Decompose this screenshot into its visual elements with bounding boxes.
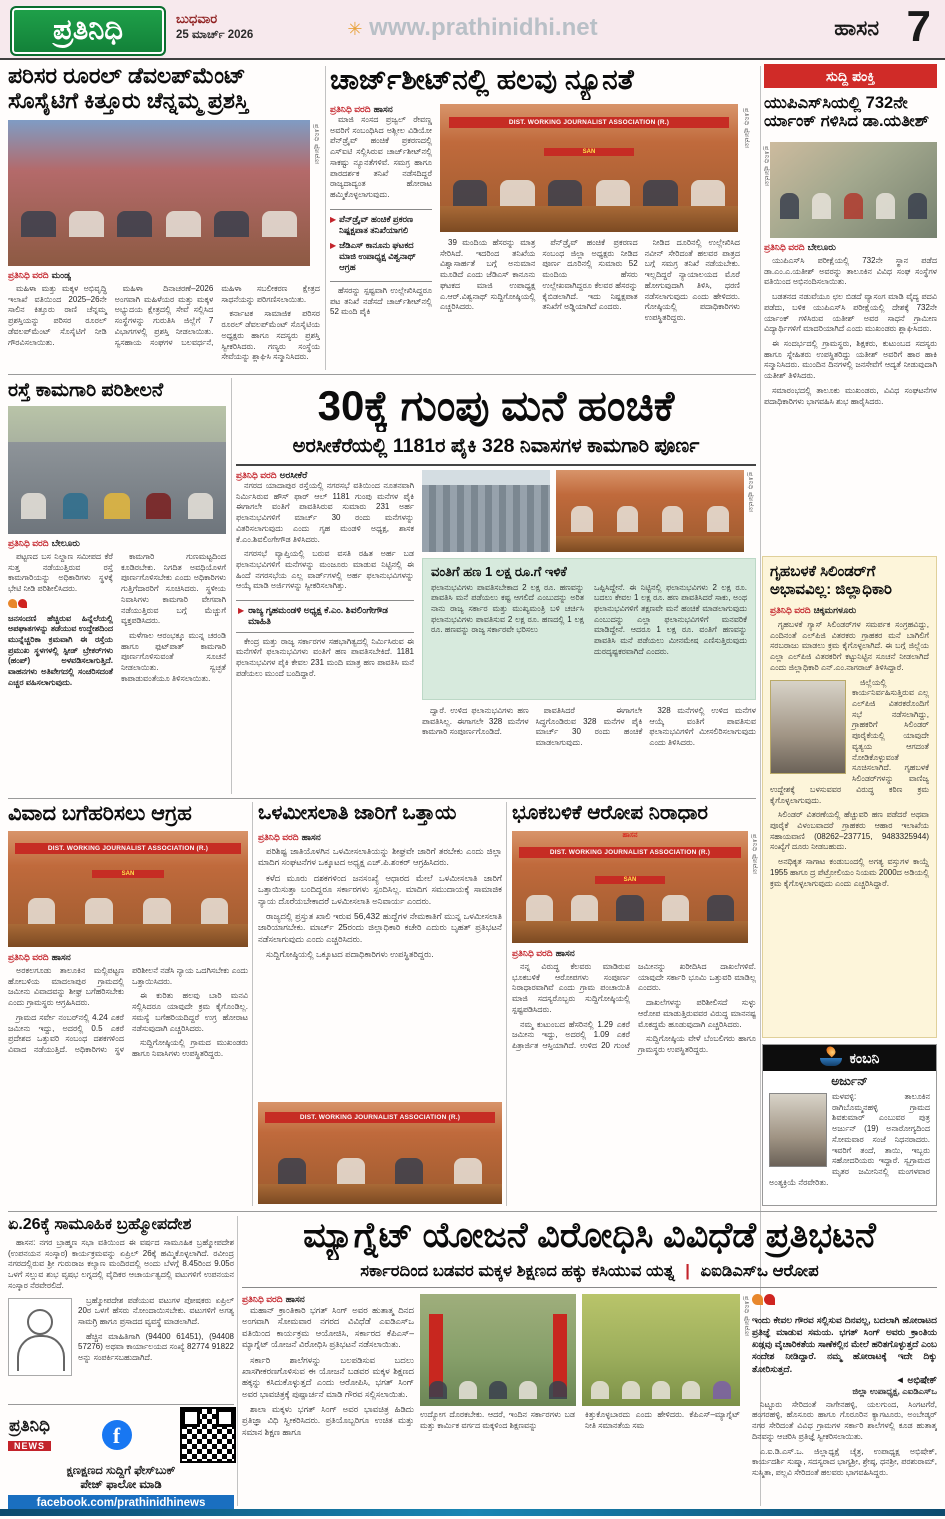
protest-photo [420, 1294, 576, 1406]
article-body: ಹೆಸರನ್ನು ಸ್ಪಷ್ಟವಾಗಿ ಉಲ್ಲೇಖಿಸಿದ್ದರೂ ಪಟ ತನಿಖೆ ನಡೆಸದೆ ಚಾರ್ಜ್‌ಶೀಟ್‌ನಲ್ಲಿ 52 ಮಂದಿ ಪೈಕಿ [330, 285, 432, 317]
building-photo [422, 470, 550, 552]
quote-icon [18, 599, 27, 608]
article-upanayana [8, 1216, 234, 1508]
facebook-promo-box [8, 1404, 234, 1508]
article-body: ಹಾಸನ: ನಗರ ಬ್ರಾಹ್ಮಣ ಸಭಾ ವತಿಯಿಂದ ಈ ವರ್ಷದ ಸಾಮೂಹಿಕ ಬ್ರಹ್ಮೋಪದೇಶ (ಉಪನಯನ ಸಂಸ್ಕಾರ) ಕಾರ್ಯಕ್ರಮವನ್ನು ಏಪ್ರಿಲ್ 26ಕ್ಕೆ ಹಮ್ಮಿಕೊಳ್ಳಲಾಗಿದೆ. ರವೀಂದ್ರ ನಗರದಲ್ಲಿರುವ ಶ್ರೀ ಗುರುರಾಜ ಕಲ್ಯಾಣ ಮಂದಿರದಲ್ಲಿ ಅಂದು ಬೆಳಗ್ಗೆ 8.45ರಿಂದ 9.05ರ ಒಳಗೆ ಸಲ್ಲುವ ಶುಭ ವೃಷಭ ಲಗ್ನದಲ್ಲಿ ವೈದಿಕರ ಆಚಾರ್ಯತ್ವದಲ್ಲಿ ವಟುಗಳಿಗೆ ಉಪನಯನ ಸಂಸ್ಕಾರ ನೆರವೇರಲಿದೆ. ಬ್ರಹ್ಮೋಪದೇಶ ಪಡೆಯುವ ವಟುಗಳ ಪೋಷಕರು ಏಪ್ರಿಲ್ 20ರ ಒಳಗೆ ಹೆಸರು ನೋಂದಾಯಿಸಬೇಕು. ವಟುಗಳಿಗೆ ಅಗತ್ಯ ಸಾಮಗ್ರಿ ಹಾಗೂ ಪ್ರಸಾದದ ವ್ಯವಸ್ಥೆ ಮಾಡಲಾಗಿದೆ. ಹೆಚ್ಚಿನ ಮಾಹಿತಿಗಾಗಿ (94400 61451), (94408 57276) ಅಥವಾ ಕಾರ್ಯಾಲಯದ ಸಂಖ್ಯೆ 82774 91822 ಅನ್ನು ಸಂಪರ್ಕಿಸಬಹುದಾಗಿದೆ. [8, 1238, 234, 1398]
highlight-box-col: ಒಪ್ಪಿಸಿದ್ದೇನೆ. ಈ ನಿಟ್ಟಿನಲ್ಲಿ ಫಲಾನುಭವಿಗಳು 2 ಲಕ್ಷ ರೂ. ಬದಲು ಕೇವಲ 1 ಲಕ್ಷ ರೂ. ಹಣ ಪಾವತಿಸಿದರೆ ಸಾಕು, ಅಂಥ ಫಲಾನುಭವಿಗಳಿಗೆ ತಕ್ಷಣವೇ ಮನೆ ಹಂಚಿಕೆ ಮಾಡಲಾಗುವುದು ಎಂಬುದನ್ನು ಎಲ್ಲಾ ಫಲಾನುಭವಿಗಳಿಗೆ ಮನವರಿಕೆ ಮಾಡಿದ್ದೇನೆ. ಆದರೂ 1 ಲಕ್ಷ ರೂ. ವಂತಿಗೆ ಹಣವನ್ನು ಪಾವತಿಸಿ ಮನೆ ಪಡೆಯಲು ಮೀನಮೇಷ ಎಣಿಸುತ್ತಿರುವುದು ದುರದೃಷ್ಟಕರವಾಗಿದೆ ಎಂದರು. [594, 582, 747, 656]
subheadline: ಅರಸೀಕೆರೆಯಲ್ಲಿ 1181ರ ಪೈಕಿ 328 ನಿವಾಸಗಳ ಕಾಮಗಾರಿ ಪೂರ್ಣ [292, 436, 700, 457]
road-photo [8, 406, 226, 534]
press-photo [440, 104, 738, 232]
facebook-icon: f [102, 1420, 132, 1450]
press-banner-sub: SAN [544, 148, 633, 156]
bullet-icon: ▶ [238, 606, 245, 616]
obituary-title: ಕಂಬನಿ [849, 1049, 880, 1066]
main-headline: ಮ್ಯಾಗ್ನೆಟ್ ಯೋಜನೆ ವಿರೋಧಿಸಿ ವಿವಿಧೆಡೆ ಪ್ರತಿಭಟನೆ [303, 1216, 876, 1255]
article-body: ನಿಟ್ಟೂರು ಸೇರಿದಂತೆ ನಾಗೇನಹಳ್ಳಿ, ಯಲಗುಂದ, ಸಿಂಗಟಗೆರೆ, ಹಂಗರಹಳ್ಳಿ, ಹೊಸೂರು ಹಾಗೂ ಗೊರೂರಿನ ಕ್ಯಾಗಟೂರು, ಅಂಬೇಡ್ಕರ್ ನಗರ ಸೇರಿದಂತೆ ವಿವಿಧ ಗ್ರಾಮಗಳ ಸರ್ಕಾರಿ ಶಾಲೆಗಳಲ್ಲಿ ಕೂಡ ಹುತಾತ್ಮ ದಿನವನ್ನು ಆಚರಿಸಿ ಪ್ರತಿಜ್ಞೆ ಸ್ವೀಕರಿಸಲಾಯಿತು. ಎ.ಐ.ಡಿ.ಎಸ್.ಒ. ಜಿಲ್ಲಾಧ್ಯಕ್ಷೆ ಚೈತ್ರ, ಉಪಾಧ್ಯಕ್ಷ ಅಭಿಷೇಕ್, ಕಾರ್ಯದರ್ಶಿ ಸುಷ್ಮಾ, ಸದಸ್ಯರಾದ ಭಾಗ್ಯಶ್ರೀ, ಶ್ರೇಷ್ಠ, ಧನಶ್ರೀ, ಪರಶುರಾಮ್, ಸುಸ್ಮಿತಾ, ಪಲ್ಲವಿ ಸೇರಿದಂತೆ ಹಲವರು ಭಾಗವಹಿಸಿದ್ದರು. [752, 1399, 937, 1478]
website-url: www.prathinidhi.net [369, 14, 598, 41]
facebook-slogan: ಕ್ಷಣಕ್ಷಣದ ಸುದ್ದಿಗೆ ಫೇಸ್‌ಬುಕ್ ಪೇಜ್ ಫಾಲೋ ಮಾಡಿ [66, 1465, 176, 1492]
byline: ಪ್ರತಿನಿಧಿ ವರದಿ ಅರಸೀಕೆರೆ [236, 470, 308, 480]
official-portrait [770, 680, 846, 774]
quote-attribution: ◄ ಅಭಿಷೇಕ್ [895, 1374, 937, 1386]
byline: ಪ್ರತಿನಿಧಿ ವರದಿ ಬೇಲೂರು [8, 538, 80, 548]
byline: ಪ್ರತಿನಿಧಿ ವರದಿ ಹಾಸನ [512, 948, 575, 958]
masthead-day: ಬುಧವಾರ [176, 11, 218, 26]
pull-quote: ಇಂದು ಕೇವಲ ಗೌರವ ಸಲ್ಲಿಸುವ ದಿನವಲ್ಲ, ಬದಲಾಗಿ ಹೋರಾಟದ ಪ್ರತಿಜ್ಞೆ ಮಾಡುವ ಸಮಯ. ಭಗತ್ ಸಿಂಗ್ ಅವರು ಕ್ರಾಂತಿಯ ಖಡ್ಗವು ವೈಚಾರಿಕತೆಯ ಸಾಣೆಕಲ್ಲಿನ ಮೇಲೆ ಹರಿತಗೊಳ್ಳುತ್ತದೆ ಎಂಬ ಸಂದೇಶ ನೀಡಿದ್ದಾರೆ. ನಮ್ಮ ಹೋರಾಟಕ್ಕೆ ಇದೇ ದಿಕ್ಕು ತೋರಿಸುತ್ತದೆ. [752, 1315, 937, 1374]
edition-name: ಹಾಸನ [834, 17, 879, 40]
column-rule [231, 378, 232, 794]
obituary-body: ಮಳವಳ್ಳಿ: ತಾಲೂಕಿನ ರಾಗಿಬೊಮ್ಮನಹಳ್ಳಿ ಗ್ರಾಮದ ಶಿವಕುಮಾರ್ ಎಂಬುವರ ಪುತ್ರ ಅರ್ಜುನ್ (19) ಅನಾರೋಗ್ಯದಿಂದ ಸೋಮವಾರ ಸಂಜೆ ನಿಧನರಾದರು. ಇವರಿಗೆ ತಂದೆ, ತಾಯಿ, ಇಬ್ಬರು ಸಹೋದರಿಯರು ಇದ್ದಾರೆ. ಸ್ವಗ್ರಾಮದ ಮೃತರ ಜಮೀನಿನಲ್ಲಿ ಮಂಗಳವಾರ ಅಂತ್ಯಕ್ರಿಯೆ ನೆರವೇರಿತು. [769, 1092, 930, 1187]
photo-credit: ಪ್ರತಿನಿಧಿ ಫೋಟೋ [751, 834, 758, 875]
section-rule [8, 374, 756, 375]
prathinidhi-news-logo: ಪ್ರತಿನಿಧಿ [8, 1416, 51, 1435]
headline: ರಸ್ತೆ ಕಾಮಗಾರಿ ಪರಿಶೀಲನೆ [8, 380, 164, 401]
highlight-box-col: ಫಲಾನುಭವಿಗಳು ಪಾವತಿಸಬೇಕಾದ 2 ಲಕ್ಷ ರೂ. ಹಣವನ್ನು ಪಾವತಿಸಿ ಮನೆ ಪಡೆಯಲು ಕಷ್ಟ ಆಗಲಿದೆ ಎಂಬುದನ್ನು ಅರಿತ ನಾನು ರಾಜ್ಯ ಸರ್ಕಾರ ಮತ್ತು ಮುಖ್ಯಮಂತ್ರಿ ಬಳಿ ಚರ್ಚಿಸಿ ಫಲಾನುಭವಿಗಳು ಪಾವತಿಸುವ 2 ಲಕ್ಷ ರೂ. ಹಣದಲ್ಲಿ 1 ಲಕ್ಷ ರೂ. ಹಣವನ್ನು ರಾಜ್ಯ ಸರ್ಕಾರವೇ ಭರಿಸಲು [431, 582, 584, 635]
headline: ಏ.26ಕ್ಕೆ ಸಾಮೂಹಿಕ ಬ್ರಹ್ಮೋಪದೇಶ [8, 1216, 192, 1233]
highlight-bullets: ▶ ಪೆನ್‌ಡ್ರೈವ್ ಹಂಚಿಕೆ ಪ್ರಕರಣ ನಿಷ್ಪಕ್ಷಪಾತ ತನಿಖೆಯಾಗಲಿ ▶ ಜೆಡಿಎಸ್ ಕಾನೂನು ಘಟಕದ ಮಾಜಿ ಉಪಾಧ್ಯಕ್ಷ ವಿಶ್ವನಾಥ್ ಆಗ್ರಹ [330, 209, 432, 282]
byline: ಪ್ರತಿನಿಧಿ ವರದಿ ಹಾಸನ [258, 832, 321, 842]
press-banner: DIST. WORKING JOURNALIST ASSOCIATION (R.) [265, 1112, 494, 1123]
byline: ಪ್ರತಿನಿಧಿ ವರದಿ ಮಂಡ್ಯ [8, 270, 72, 280]
star-icon: ✳ [347, 19, 363, 39]
subhead-separator: | [685, 1262, 690, 1280]
headline: ಭೂಕಬಳಿಕೆ ಆರೋಪ ನಿರಾಧಾರ [512, 802, 709, 824]
article-award [8, 64, 320, 372]
press-city: ಹಾಸನ [622, 832, 638, 840]
article-dispute [8, 802, 248, 1206]
article-body: ಅರಕಲಗೂಡು ತಾಲೂಕಿನ ಮಲ್ಲಿಪಟ್ಟಣ ಹೋಬಳಿಯ ಮಾದಲಾಪುರ ಗ್ರಾಮದಲ್ಲಿ ಜಮೀನು ವಿವಾದವನ್ನು ಶೀಘ್ರ ಬಗೆಹರಿಸಬೇಕು ಎಂದು ಗ್ರಾಮಸ್ಥರು ಆಗ್ರಹಿಸಿದರು. ಗ್ರಾಮದ ಸರ್ವೇ ನಂಬರ್‌ನಲ್ಲಿ 4.24 ಎಕರೆ ಜಮೀನು ಇದ್ದು, ಅದರಲ್ಲಿ 0.5 ಎಕರೆ ಪ್ರದೇಶದ ಒತ್ತುವರಿ ಸಂಬಂಧ ದಶಕಗಳಿಂದ ವಿವಾದ ನಡೆಯುತ್ತಿದೆ. ಅಧಿಕಾರಿಗಳು ಸ್ಥಳ ಪರಿಶೀಲನೆ ನಡೆಸಿ ನ್ಯಾಯ ಒದಗಿಸಬೇಕು ಎಂದು ಒತ್ತಾಯಿಸಿದರು. ಈ ಕುರಿತು ಹಲವು ಬಾರಿ ಮನವಿ ಸಲ್ಲಿಸಿದರೂ ಯಾವುದೇ ಕ್ರಮ ಕೈಗೊಂಡಿಲ್ಲ. ಸಮಸ್ಯೆ ಬಗೆಹರಿಯದಿದ್ದರೆ ಉಗ್ರ ಹೋರಾಟ ನಡೆಸುವುದಾಗಿ ಎಚ್ಚರಿಸಿದರು. ಸುದ್ದಿಗೋಷ್ಠಿಯಲ್ಲಿ ಗ್ರಾಮದ ಮುಖಂಡರು ಹಾಗೂ ನಿವಾಸಿಗಳು ಉಪಸ್ಥಿತರಿದ್ದರು. [8, 966, 248, 1059]
article-body-columns: ದ್ವಾರೆ. ಉಳಿದ ಫಲಾನುಭವಿಗಳು ಹಣ ಪಾವತಿಸಿಲ್ಲ. ಈಗಾಗಲೇ 328 ಮನೆಗಳ ಕಾಮಗಾರಿ ಸಂಪೂರ್ಣಗೊಂಡಿದೆ. ಪಾವತಿಸಿದರೆ ಈಗಾಗಲೇ ಸಿದ್ಧಗೊಂಡಿರುವ 328 ಮನೆಗಳ ಪೈಕಿ ಮಾರ್ಚ್ 30 ರಂದು ಹಂಚಿಕೆ ಮಾಡಲಾಗುವುದು. 328 ಮನೆಗಳಲ್ಲಿ ಉಳಿದ ಮನೆಗಳ ಆಯ್ಕೆ ವಂತಿಗೆ ಪಾವತಿಸುವ ಫಲಾನುಭವಿಗಳಿಗೆ ಮೀಸಲಿರಿಸಲಾಗುವುದು ಎಂದು ತಿಳಿಸಿದರು. [422, 706, 756, 748]
photo-credit: ಪ್ರತಿನಿಧಿ ಫೋಟೋ [747, 472, 754, 513]
article-body: ಯುಪಿಎಸ್‌ಸಿ ಪರೀಕ್ಷೆಯಲ್ಲಿ 732ನೇ ಸ್ಥಾನ ಪಡೆದ ಡಾ.ಎಂ.ಎ.ಯತೀಶ್ ಅವರನ್ನು ತಾಲೂಕಿನ ವಿವಿಧ ಸಂಘ ಸಂಸ್ಥೆಗಳ ವತಿಯಿಂದ ಅಭಿನಂದಿಸಲಾಯಿತು. ಬಡತನದ ನಡುವೆಯೂ ಛಲ ಬಿಡದೆ ವ್ಯಾಸಂಗ ಮಾಡಿ ವೈದ್ಯ ಪದವಿ ಪಡೆದು, ಬಳಿಕ ಯುಪಿಎಸ್‌ಸಿ ಪರೀಕ್ಷೆಯಲ್ಲಿ ದೇಶಕ್ಕೆ 732ನೇ ರ್ಯಾಂಕ್ ಗಳಿಸಿರುವ ಯತೀಶ್ ಅವರ ಸಾಧನೆ ಗ್ರಾಮೀಣ ವಿದ್ಯಾರ್ಥಿಗಳಿಗೆ ಮಾದರಿಯಾಗಿದೆ ಎಂದು ಮುಖಂಡರು ಶ್ಲಾಘಿಸಿದರು. ಈ ಸಂದರ್ಭದಲ್ಲಿ ಗ್ರಾಮಸ್ಥರು, ಶಿಕ್ಷಕರು, ಕುಟುಂಬದ ಸದಸ್ಯರು ಹಾಗೂ ಸ್ನೇಹಿತರು ಉಪಸ್ಥಿತರಿದ್ದು ಯತೀಶ್ ಅವರಿಗೆ ಹಾರ ಹಾಕಿ ಸನ್ಮಾನಿಸಿದರು. ಮುಂದಿನ ದಿನಗಳಲ್ಲಿ ಜನಸೇವೆಗೆ ಆದ್ಯತೆ ನೀಡುವುದಾಗಿ ಯತೀಶ್ ತಿಳಿಸಿದರು. ಸಮಾರಂಭದಲ್ಲಿ ತಾಲೂಕು ಮುಖಂಡರು, ವಿವಿಧ ಸಂಘಟನೆಗಳ ಪದಾಧಿಕಾರಿಗಳು ಭಾಗವಹಿಸಿ ಶುಭ ಹಾರೈಸಿದರು. [764, 256, 937, 406]
article-body: ನನ್ನ ವಿರುದ್ಧ ಕೆಲವರು ಮಾಡಿರುವ ಭೂಕಬಳಿಕೆ ಆರೋಪಗಳು ಸಂಪೂರ್ಣ ನಿರಾಧಾರವಾಗಿವೆ ಎಂದು ಗ್ರಾಮ ಪಂಚಾಯಿತಿ ಮಾಜಿ ಸದಸ್ಯರೊಬ್ಬರು ಸುದ್ದಿಗೋಷ್ಠಿಯಲ್ಲಿ ಸ್ಪಷ್ಟಪಡಿಸಿದರು. ನಮ್ಮ ಕುಟುಂಬದ ಹೆಸರಿನಲ್ಲಿ 1.29 ಎಕರೆ ಜಮೀನು ಇದ್ದು, ಅದರಲ್ಲಿ 1.09 ಎಕರೆ ಪಿತ್ರಾರ್ಜಿತ ಆಸ್ತಿಯಾಗಿದೆ. ಉಳಿದ 20 ಗುಂಟೆ ಜಮೀನನ್ನು ಖರೀದಿಸಿದ ದಾಖಲೆಗಳಿವೆ. ಯಾವುದೇ ಸರ್ಕಾರಿ ಭೂಮಿ ಒತ್ತುವರಿ ಮಾಡಿಲ್ಲ ಎಂದರು. ದಾಖಲೆಗಳನ್ನು ಪರಿಶೀಲಿಸದೆ ಸುಳ್ಳು ಆರೋಪ ಮಾಡುತ್ತಿರುವವರ ವಿರುದ್ಧ ಮಾನನಷ್ಟ ಮೊಕದ್ದಮೆ ಹೂಡುವುದಾಗಿ ಎಚ್ಚರಿಸಿದರು. ಸುದ್ದಿಗೋಷ್ಠಿಯ ವೇಳೆ ಬೆಂಬಲಿಗರು ಹಾಗೂ ಗ್ರಾಮಸ್ಥರು ಉಪಸ್ಥಿತರಿದ್ದರು. [512, 962, 756, 1055]
article-quota [258, 802, 502, 1206]
article-upsc [764, 94, 937, 554]
column-rule [506, 802, 507, 1206]
article-body: ಪಟ್ಟಣದ ಬಸ ನಿಲ್ದಾಣ ಸಮೀಪದ ಕೆರೆ ಸುತ್ತ ನಡೆಯುತ್ತಿರುವ ರಸ್ತೆ ಕಾಮಗಾರಿಯನ್ನು ಅಧಿಕಾರಿಗಳು ಸ್ಥಳಕ್ಕೆ ಭೇಟಿ ನೀಡಿ ಪರಿಶೀಲಿಸಿದರು. ಜನಸಂದಣಿ ಹೆಚ್ಚಿರುವ ಹಿನ್ನೆಲೆಯಲ್ಲಿ ಅಪಘಾತಗಳನ್ನು ತಡೆಯುವ ಉದ್ದೇಶದಿಂದ ಮುನ್ನೆಚ್ಚರಿಕಾ ಕ್ರಮವಾಗಿ ಈ ರಸ್ತೆಯ ಪ್ರಮುಖ ಸ್ಥಳಗಳಲ್ಲಿ ಸ್ಪೀಡ್ ಬ್ರೇಕರ್‌ಗಳು (ಹಂಪ್) ಅಳವಡಿಸಲಾಗುತ್ತಿದೆ. ವಾಹನಗಳು ಅತಿವೇಗದಲ್ಲಿ ಸಂಚರಿಸದಂತೆ ಎಚ್ಚರ ವಹಿಸಲಾಗುವುದು. ಕಾಮಗಾರಿ ಗುಣಮಟ್ಟದಿಂದ ಕೂಡಿರಬೇಕು. ನಿಗದಿತ ಅವಧಿಯೊಳಗೆ ಪೂರ್ಣಗೊಳಿಸಬೇಕು ಎಂದು ಅಧಿಕಾರಿಗಳು ಗುತ್ತಿಗೆದಾರರಿಗೆ ಸೂಚಿಸಿದರು. ಸ್ಥಳೀಯ ನಿವಾಸಿಗಳು ಕಾಮಗಾರಿ ವೇಗವಾಗಿ ನಡೆಯುತ್ತಿರುವ ಬಗ್ಗೆ ಮೆಚ್ಚುಗೆ ವ್ಯಕ್ತಪಡಿಸಿದರು. ಮಳೆಗಾಲ ಆರಂಭಕ್ಕೂ ಮುನ್ನ ಚರಂಡಿ ಹಾಗೂ ಫುಟ್‌ಪಾತ್ ಕಾಮಗಾರಿ ಪೂರ್ಣಗೊಳಿಸುವಂತೆ ಸೂಚನೆ ನೀಡಲಾಯಿತು. ಸ್ವಚ್ಛತೆ ಕಾಪಾಡುವಂತೆಯೂ ತಿಳಿಸಲಾಯಿತು. [8, 552, 226, 687]
press-banner: DIST. WORKING JOURNALIST ASSOCIATION (R.) [449, 117, 729, 128]
article-landgrab [512, 802, 756, 1206]
byline: ಪ್ರತಿನಿಧಿ ವರದಿ ಹಾಸನ [242, 1294, 305, 1304]
headline: ಚಾರ್ಜ್‌ಶೀಟ್‌ನಲ್ಲಿ ಹಲವು ನ್ಯೂನತೆ [330, 64, 634, 95]
ritual-illustration [8, 1298, 72, 1376]
article-body: ಕೇಂದ್ರ ಮತ್ತು ರಾಜ್ಯ ಸರ್ಕಾರಗಳ ಸಹಭಾಗಿತ್ವದಲ್ಲಿ ನಿರ್ಮಿಸಿರುವ ಈ ಮನೆಗಳಿಗೆ ಫಲಾನುಭವಿಗಳು ವಂತಿಗೆ ಹಣ ಪಾವತಿಸಬೇಕಿದೆ. 1181 ಫಲಾನುಭವಿಗಳ ಪೈಕಿ ಕೇವಲ 231 ಮಂದಿ ಮಾತ್ರ ಹಣ ಪಾವತಿಸಿ ಮನೆ ಪಡೆಯಲು ಮುಂದೆ ಬಂದಿದ್ದಾರೆ. [236, 636, 414, 678]
headline: ವಿವಾದ ಬಗೆಹರಿಸಲು ಆಗ್ರಹ [8, 802, 192, 825]
pull-quote: ▶ ರಾಜ್ಯ ಗೃಹಮಂಡಳಿ ಅಧ್ಯಕ್ಷ ಕೆ.ಎಂ. ಶಿವಲಿಂಗೇಗೌಡ ಮಾಹಿತಿ [236, 600, 414, 633]
article-body: ಮಹಾನ್ ಕ್ರಾಂತಿಕಾರಿ ಭಗತ್ ಸಿಂಗ್ ಅವರ ಹುತಾತ್ಮ ದಿನದ ಅಂಗವಾಗಿ ಸೋಮವಾರ ನಗರದ ವಿವಿಧೆಡೆ ಎಐಡಿಎಸ್‌ಒ ವತಿಯಿಂದ ಕಾರ್ಯಕ್ರಮ ಆಯೋಜಿಸಿ, ಸರ್ಕಾರದ ಕೆಪಿಎಸ್–ಮ್ಯಾಗ್ನೆಟ್ ಯೋಜನೆ ವಿರೋಧಿಸಿ ಪ್ರತಿಭಟನೆ ನಡೆಸಲಾಯಿತು. ಸರ್ಕಾರಿ ಶಾಲೆಗಳನ್ನು ಬಲಪಡಿಸುವ ಬದಲು ಖಾಸಗೀಕರಣಗೊಳಿಸುವ ಈ ಯೋಜನೆ ಬಡವರ ಮಕ್ಕಳ ಶಿಕ್ಷಣದ ಹಕ್ಕನ್ನು ಕಸಿದುಕೊಳ್ಳುತ್ತದೆ ಎಂದು ಆರೋಪಿಸಿ, ಭಗತ್ ಸಿಂಗ್ ಅವರ ಭಾವಚಿತ್ರಕ್ಕೆ ಪುಷ್ಪಾರ್ಚನೆ ಮಾಡಿ ಗೌರವ ಸಲ್ಲಿಸಲಾಯಿತು. ಶಾಲಾ ಮಕ್ಕಳು ಭಗತ್ ಸಿಂಗ್ ಅವರ ಭಾವಚಿತ್ರ ಹಿಡಿದು ಪ್ರತಿಜ್ಞಾ ವಿಧಿ ಸ್ವೀಕರಿಸಿದರು. ಪ್ರತಿಯೊಬ್ಬರಿಗೂ ಉಚಿತ ಮತ್ತು ಸಮಾನ ಶಿಕ್ಷಣ ಹಾಗೂ [242, 1305, 414, 1437]
section-rule [8, 798, 756, 799]
headline: ಯುಪಿಎಸ್‌ಸಿಯಲ್ಲಿ 732ನೇ ರ್ಯಾಂಕ್ ಗಳಿಸಿದ ಡಾ.ಯತೀಶ್ [764, 94, 930, 131]
footer-bar [0, 1509, 945, 1516]
photo-credit: ಪ್ರತಿನಿಧಿ ಫೋಟೋ [313, 124, 320, 165]
byline: ಪ್ರತಿನಿಧಿ ವರದಿ ಚಿಕ್ಕಮಗಳೂರು [770, 605, 857, 615]
article-body-columns: 39 ಮಂದಿಯ ಹೆಸರನ್ನು ಮಾತ್ರ ಸೇರಿಸಿದೆ. ಇದರಿಂದ ತನಿಖೆಯ ವಿಶ್ವಾಸಾರ್ಹತೆ ಬಗ್ಗೆ ಅನುಮಾನ ಮೂಡಿದೆ ಎಂದು ಜೆಡಿಎಸ್ ಕಾನೂನು ಘಟಕದ ಮಾಜಿ ಉಪಾಧ್ಯಕ್ಷ ಎ.ಆರ್.ವಿಶ್ವನಾಥ್ ಸುದ್ದಿಗೋಷ್ಠಿಯಲ್ಲಿ ಎಚ್ಚರಿಸಿದರು. ಪೆನ್‌ಡ್ರೈವ್ ಹಂಚಿಕೆ ಪ್ರಕರಣದ ಸಂಬಂಧ ಜಿಲ್ಲಾ ಅಧ್ಯಕ್ಷರು ನೀಡಿದ ಪೂರ್ಣ ದೂರಿನಲ್ಲಿ ಸುಮಾರು 52 ಮಂದಿಯ ಹೆಸರು ಉಲ್ಲೇಖವಾಗಿದ್ದರೂ ಕೆಲವರ ಹೆಸರನ್ನು ಕೈಬಿಡಲಾಗಿದೆ. ಇದು ನಿಷ್ಪಕ್ಷಪಾತ ತನಿಖೆಗೆ ಅಡ್ಡಿಯಾಗಿದೆ ಎಂದರು. ನೀಡಿದ ದೂರಿನಲ್ಲಿ ಉಲ್ಲೇಖಿಸಿದ ನವೀನ್ ಸೇರಿದಂತೆ ಹಲವರ ಪಾತ್ರದ ಬಗ್ಗೆ ಸಮಗ್ರ ತನಿಖೆ ನಡೆಯಬೇಕು. ಇಲ್ಲದಿದ್ದರೆ ನ್ಯಾಯಾಲಯದ ಮೊರೆ ಹೋಗುವುದಾಗಿ ತಿಳಿಸಿ, ಧರಣಿ ನಡೆಸಲಾಗುವುದು ಎಂದು ಹೇಳಿದರು. ಗೋಷ್ಠಿಯಲ್ಲಿ ಪದಾಧಿಕಾರಿಗಳು ಉಪಸ್ಥಿತರಿದ್ದರು. [440, 238, 740, 323]
obituary-box [762, 1044, 937, 1206]
masthead-website[interactable] [0, 14, 945, 42]
column-rule [237, 1216, 238, 1506]
news-column-banner: ಸುದ್ದಿ ಪಂಕ್ತಿ [764, 64, 937, 88]
article-magnet [242, 1216, 937, 1508]
byline: ಪ್ರತಿನಿಧಿ ವರದಿ ಬೇಲೂರು [764, 242, 836, 252]
photo-credit: ಪ್ರತಿನಿಧಿ ಫೋಟೋ [763, 146, 770, 187]
upsc-photo [770, 142, 937, 238]
quote-icon [764, 1294, 775, 1305]
quote-attribution-title: ಜಿಲ್ಲಾ ಉಪಾಧ್ಯಕ್ಷ, ಎಐಡಿಎಸ್‌ಒ [852, 1385, 937, 1396]
photo-credit: ಪ್ರತಿನಿಧಿ ಫೋಟೋ [743, 1296, 750, 1337]
highlight-box [422, 558, 756, 700]
facebook-url[interactable]: facebook.com/prathinidhinews [8, 1495, 234, 1511]
main-headline: 30ಕ್ಕೆ ಗುಂಪು ಮನೆ ಹಂಚಿಕೆ [317, 382, 675, 429]
page-number: 7 [906, 2, 931, 51]
highlight-box-title: ವಂತಿಗೆ ಹಣ 1 ಲಕ್ಷ ರೂ.ಗೆ ಇಳಿಕೆ [431, 564, 567, 579]
article-chargesheet [330, 64, 756, 372]
protest-photo [582, 1294, 740, 1406]
headline: ಗೃಹಬಳಕೆ ಸಿಲಿಂಡರ್‌ಗೆ ಅಭಾವವಿಲ್ಲ: ಜಿಲ್ಲಾಧಿಕಾರಿ [770, 563, 892, 598]
press-photo [512, 831, 748, 943]
award-photo [8, 120, 310, 266]
photo-credit: ಪ್ರತಿನಿಧಿ ಫೋಟೋ [743, 108, 750, 149]
bullet-icon: ▶ [330, 214, 337, 224]
article-body-columns: ಉದ್ಯೋಗ ದೊರಕಬೇಕು. ಆದರೆ, ಇಂದಿನ ಸರ್ಕಾರಗಳು ಬಡ ಮತ್ತು ಕಾರ್ಮಿಕ ವರ್ಗದ ಮಕ್ಕಳಿಂದ ಶಿಕ್ಷಣವನ್ನು ಕಿತ್ತುಕೊಳ್ಳಬಾರದು ಎಂದು ಹೇಳಿದರು. ಕೆಪಿಎಸ್–ಮ್ಯಾಗ್ನೆಟ್ ನೀತಿ ಸಮಾನತೆಯ ಸಮ [420, 1410, 740, 1430]
diya-lamp-icon [820, 1051, 842, 1066]
press-banner-sub: SAN [595, 876, 666, 884]
section-rule [8, 1211, 937, 1212]
headline: ಒಳಮೀಸಲಾತಿ ಜಾರಿಗೆ ಒತ್ತಾಯ [258, 802, 457, 824]
column-rule [252, 802, 253, 1206]
byline: ಪ್ರತಿನಿಧಿ ವರದಿ ಹಾಸನ [8, 952, 71, 962]
byline: ಪ್ರತಿನಿಧಿ ವರದಿ ಹಾಸನ [330, 104, 393, 114]
deceased-photo [769, 1093, 827, 1167]
article-body: ಮಹಿಳಾ ಮತ್ತು ಮಕ್ಕಳ ಅಭಿವೃದ್ಧಿ ಇಲಾಖೆ ವತಿಯಿಂದ 2025–26ನೇ ಸಾಲಿನ ಕಿತ್ತೂರು ರಾಣಿ ಚೆನ್ನಮ್ಮ ಪ್ರಶಸ್ತಿಯನ್ನು ಪರಿಸರ ರೂರಲ್ ಡೆವಲಪ್‌ಮೆಂಟ್ ಸೊಸೈಟಿಗೆ ನೀಡಿ ಗೌರವಿಸಲಾಯಿತು. ಮಹಿಳಾ ದಿನಾಚರಣೆ–2026 ಅಂಗವಾಗಿ ಮಹಿಳೆಯರ ಮತ್ತು ಮಕ್ಕಳ ಅಭ್ಯುದಯ ಕ್ಷೇತ್ರದಲ್ಲಿ ಸೇವೆ ಸಲ್ಲಿಸಿದ ಸಂಸ್ಥೆಗಳನ್ನು ಗುರುತಿಸಿ ಜಿಲ್ಲೆಗೆ 7 ವಿಭಾಗಗಳಲ್ಲಿ ಪ್ರಶಸ್ತಿ ನೀಡಲಾಯಿತು. ಸ್ವಸಹಾಯ ಸಂಘಗಳ ಬಲವರ್ಧನೆ, ಮಹಿಳಾ ಸಬಲೀಕರಣ ಕ್ಷೇತ್ರದ ಸಾಧನೆಯನ್ನು ಪರಿಗಣಿಸಲಾಯಿತು. ಕರ್ನಾಟಕ ಸಾಮಾಜಿಕ ಪರಿಸರ ರೂರಲ್ ಡೆವಲಪ್‌ಮೆಂಟ್ ಸೊಸೈಟಿಯ ಅಧ್ಯಕ್ಷರು ಹಾಗೂ ಸದಸ್ಯರು ಪ್ರಶಸ್ತಿ ಸ್ವೀಕರಿಸಿದರು. ಗಣ್ಯರು ಸಂಸ್ಥೆಯ ಸೇವೆಯನ್ನು ಶ್ಲಾಘಿಸಿ ಸನ್ಮಾನಿಸಿದರು. [8, 284, 320, 362]
meeting-photo [556, 470, 744, 552]
press-banner-sub: SAN [92, 870, 164, 878]
masthead-date: 25 ಮಾರ್ಚ್ 2026 [176, 29, 254, 41]
deceased-name: ಅರ್ಜುನ್ [831, 1074, 868, 1088]
article-cylinder [762, 556, 937, 1038]
press-photo [258, 1102, 502, 1204]
column-rule [325, 66, 326, 370]
headline: ಪರಿಸರ ರೂರಲ್ ಡೆವಲಪ್‌ಮೆಂಟ್ ಸೊಸೈಟಿಗೆ ಕಿತ್ತೂರು ಚೆನ್ನಮ್ಮ ಪ್ರಶಸ್ತಿ [8, 64, 249, 113]
news-badge: NEWS [8, 1441, 51, 1451]
article-body: ನಗರದ ಯಾದಾಪುರ ರಸ್ತೆಯಲ್ಲಿ ನಗರಸಭೆ ವತಿಯಿಂದ ನೂತನವಾಗಿ ನಿರ್ಮಿಸಿರುವ ಹೌಸ್ ಫಾರ್ ಆಲ್ 1181 ಗುಂಪು ಮನೆಗಳ ಪೈಕಿ ಈಗಾಗಲೇ ವಂತಿಗೆ ಪಾವತಿಸಿರುವ ಸುಮಾರು 231 ಅರ್ಹ ಫಲಾನುಭವಿಗಳಿಗೆ ಮಾರ್ಚ್ 30 ರಂದು ಮನೆಗಳನ್ನು ವಿತರಿಸಲಾಗುವುದು ಎಂದು ಗೃಹ ಮಂಡಳಿ ಅಧ್ಯಕ್ಷ, ಶಾಸಕ ಕೆ.ಎಂ.ಶಿವಲಿಂಗೇಗೌಡ ತಿಳಿಸಿದರು. ನಗರಸಭೆ ವ್ಯಾಪ್ತಿಯಲ್ಲಿ ಬರುವ ವಸತಿ ರಹಿತ ಅರ್ಹ ಬಡ ಫಲಾನುಭವಿಗಳಿಗೆ ಮನೆಗಳನ್ನು ಮಂಜೂರು ಮಾಡುವ ನಿಟ್ಟಿನಲ್ಲಿ ಈ ಹಿಂದೆ ನಗರಸಭೆಯ ಎಲ್ಲ ವಾರ್ಡ್‌ಗಳಲ್ಲಿ ಅರ್ಹ ಫಲಾನುಭವಿಗಳನ್ನು ಆಯ್ಕೆ ಮಾಡಿ ಅರ್ಜಿಗಳನ್ನು ಸ್ವೀಕರಿಸಲಾಗಿತ್ತು. [236, 481, 414, 591]
press-banner: DIST. WORKING JOURNALIST ASSOCIATION (R.) [519, 847, 741, 858]
masthead-rule [0, 58, 945, 60]
press-banner: DIST. WORKING JOURNALIST ASSOCIATION (R.) [15, 843, 241, 854]
obituary-header [763, 1045, 936, 1071]
quote-icon [8, 599, 17, 608]
article-body: ಮಾಜಿ ಸಂಸದ ಪ್ರಜ್ವಲ್ ರೇವಣ್ಣ ಅವರಿಗೆ ಸಂಬಂಧಿಸಿದ ಅಶ್ಲೀಲ ವಿಡಿಯೋ ಪೆನ್‌ಡ್ರೈವ್ ಹಂಚಿಕೆ ಪ್ರಕರಣದಲ್ಲಿ ಎಸ್‌ಐಟಿ ಸಲ್ಲಿಸಿರುವ ಚಾರ್ಜ್‌ಶೀಟ್‌ನಲ್ಲಿ ಸಾಕಷ್ಟು ನ್ಯೂನತೆಗಳಿವೆ. ಸಮಗ್ರ ಹಾಗೂ ಪಾರದರ್ಶಕ ತನಿಖೆ ನಡೆಸದಿದ್ದರೆ ರಾಜ್ಯದಾದ್ಯಂತ ಹೋರಾಟ ಹಮ್ಮಿಕೊಳ್ಳಲಾಗುವುದು. [330, 115, 432, 200]
article-body: ಗೃಹಬಳಕೆ ಗ್ಯಾಸ್ ಸಿಲಿಂಡರ್‌ಗಳ ಸಮರ್ಪಕ ಸಂಗ್ರಹವಿದ್ದು, ಎಂದಿನಂತೆ ಎಲ್‌ಪಿಜಿ ವಿತರಕರು ಗ್ರಾಹಕರ ಮನೆ ಬಾಗಿಲಿಗೆ ಸರಬರಾಜು ಮಾಡಲು ಕ್ರಮ ಕೈಗೊಳ್ಳಲಾಗಿದೆ. ಈ ಬಗ್ಗೆ ಜಿಲ್ಲೆಯ ಎಲ್ಲಾ ಎಲ್‌ಪಿಜಿ ವಿತರಕರಿಗೆ ಕಟ್ಟುನಿಟ್ಟಿನ ಸೂಚನೆ ನೀಡಲಾಗಿದೆ ಎಂದು ಜಿಲ್ಲಾಧಿಕಾರಿ ಎನ್.ಎಂ.ನಾಗರಾಜ್ ತಿಳಿಸಿದ್ದಾರೆ. ಜಿಲ್ಲೆಯಲ್ಲಿ ಕಾರ್ಯನಿರ್ವಹಿಸುತ್ತಿರುವ ಎಲ್ಲ ಎಲ್‌ಪಿಜಿ ವಿತರಕರೊಂದಿಗೆ ಸಭೆ ನಡೆಸಲಾಗಿದ್ದು, ಗ್ರಾಹಕರಿಗೆ ಸಿಲಿಂಡರ್ ಪೂರೈಕೆಯಲ್ಲಿ ಯಾವುದೇ ವ್ಯತ್ಯಯ ಆಗದಂತೆ ನೋಡಿಕೊಳ್ಳುವಂತೆ ಸೂಚಿಸಲಾಗಿದೆ. ಗೃಹಬಳಕೆ ಸಿಲಿಂಡರ್‌ಗಳನ್ನು ವಾಣಿಜ್ಯ ಉದ್ದೇಶಕ್ಕೆ ಬಳಸುವವರ ವಿರುದ್ಧ ಕಠಿಣ ಕ್ರಮ ಕೈಗೊಳ್ಳಲಾಗುವುದು. ಸಿಲಿಂಡರ್ ವಿತರಣೆಯಲ್ಲಿ ಹೆಚ್ಚುವರಿ ಹಣ ಪಡೆದರೆ ಅಥವಾ ಪೂರೈಕೆ ವಿಳಂಬವಾದರೆ ಗ್ರಾಹಕರು ಆಹಾರ ಇಲಾಖೆಯ ಸಹಾಯವಾಣಿ (08262–237715, 9483325944) ಸಂಖ್ಯೆಗೆ ದೂರು ನೀಡಬಹುದು. ಅನಧಿಕೃತ ಸಾಗಾಟ ಕಂಡುಬಂದಲ್ಲಿ ಅಗತ್ಯ ವಸ್ತುಗಳ ಕಾಯ್ದೆ 1955 ಹಾಗೂ ದ್ರ ಪೆಟ್ರೋಲಿಯಂ ನಿಯಮ 2000ದ ಅಡಿಯಲ್ಲಿ ಕ್ರಮ ಕೈಗೊಳ್ಳಲಾಗುವುದು ಎಂದು ಎಚ್ಚರಿಸಿದ್ದಾರೆ. [770, 620, 929, 888]
bullet-icon: ▶ [330, 240, 337, 250]
quote-icon [752, 1294, 763, 1305]
qr-code[interactable] [182, 1409, 234, 1461]
subheadline: ಸರ್ಕಾರದಿಂದ ಬಡವರ ಮಕ್ಕಳ ಶಿಕ್ಷಣದ ಹಕ್ಕು ಕಸಿಯುವ ಯತ್ನ | ಏಐಡಿಎಸ್‌ಒ ಆರೋಪ [360, 1262, 819, 1280]
article-body: ಪರಿಶಿಷ್ಟ ಜಾತಿಯೊಳಗಿನ ಒಳಮೀಸಲಾತಿಯನ್ನು ಶೀಘ್ರವೇ ಜಾರಿಗೆ ತರಬೇಕು ಎಂದು ಜಿಲ್ಲಾ ಮಾದಿಗ ಸಂಘಟನೆಗಳ ಒಕ್ಕೂಟದ ಅಧ್ಯಕ್ಷ ಎಚ್.ಪಿ.ಶಂಕರ್ ಆಗ್ರಹಿಸಿದರು. ಕಳೆದ ಮೂರು ದಶಕಗಳಿಂದ ಜನಸಂಖ್ಯೆ ಆಧಾರದ ಮೇಲೆ ಒಳಮೀಸಲಾತಿ ಜಾರಿಗೆ ಒತ್ತಾಯಿಸುತ್ತಾ ಬಂದಿದ್ದರೂ ಸರ್ಕಾರಗಳು ಸ್ಪಂದಿಸಿಲ್ಲ. ಮಾದಿಗ ಸಮುದಾಯಕ್ಕೆ ಸಾಮಾಜಿಕ ನ್ಯಾಯ ದೊರೆಯಬೇಕಾದರೆ ಒಳಮೀಸಲಾತಿ ಅನಿವಾರ್ಯ ಎಂದರು. ರಾಜ್ಯದಲ್ಲಿ ಪ್ರಸ್ತುತ ಖಾಲಿ ಇರುವ 56,432 ಹುದ್ದೆಗಳ ನೇಮಕಾತಿಗೆ ಮುನ್ನ ಒಳಮೀಸಲಾತಿ ಜಾರಿಯಾಗಬೇಕು. ಮಾರ್ಚ್ 25ರಂದು ಜಿಲ್ಲಾಧಿಕಾರಿ ಕಚೇರಿ ಎದುರು ಬೃಹತ್ ಪ್ರತಿಭಟನೆ ನಡೆಸಲಾಗುವುದು ಎಂದು ಎಚ್ಚರಿಸಿದರು. ಸುದ್ದಿಗೋಷ್ಠಿಯಲ್ಲಿ ಒಕ್ಕೂಟದ ಪದಾಧಿಕಾರಿಗಳು ಉಪಸ್ಥಿತರಿದ್ದರು. [258, 846, 502, 959]
press-photo [8, 831, 248, 947]
article-road [8, 380, 226, 794]
newspaper-logo: ಪ್ರತಿನಿಧಿ [10, 6, 166, 56]
article-housing [236, 382, 756, 794]
